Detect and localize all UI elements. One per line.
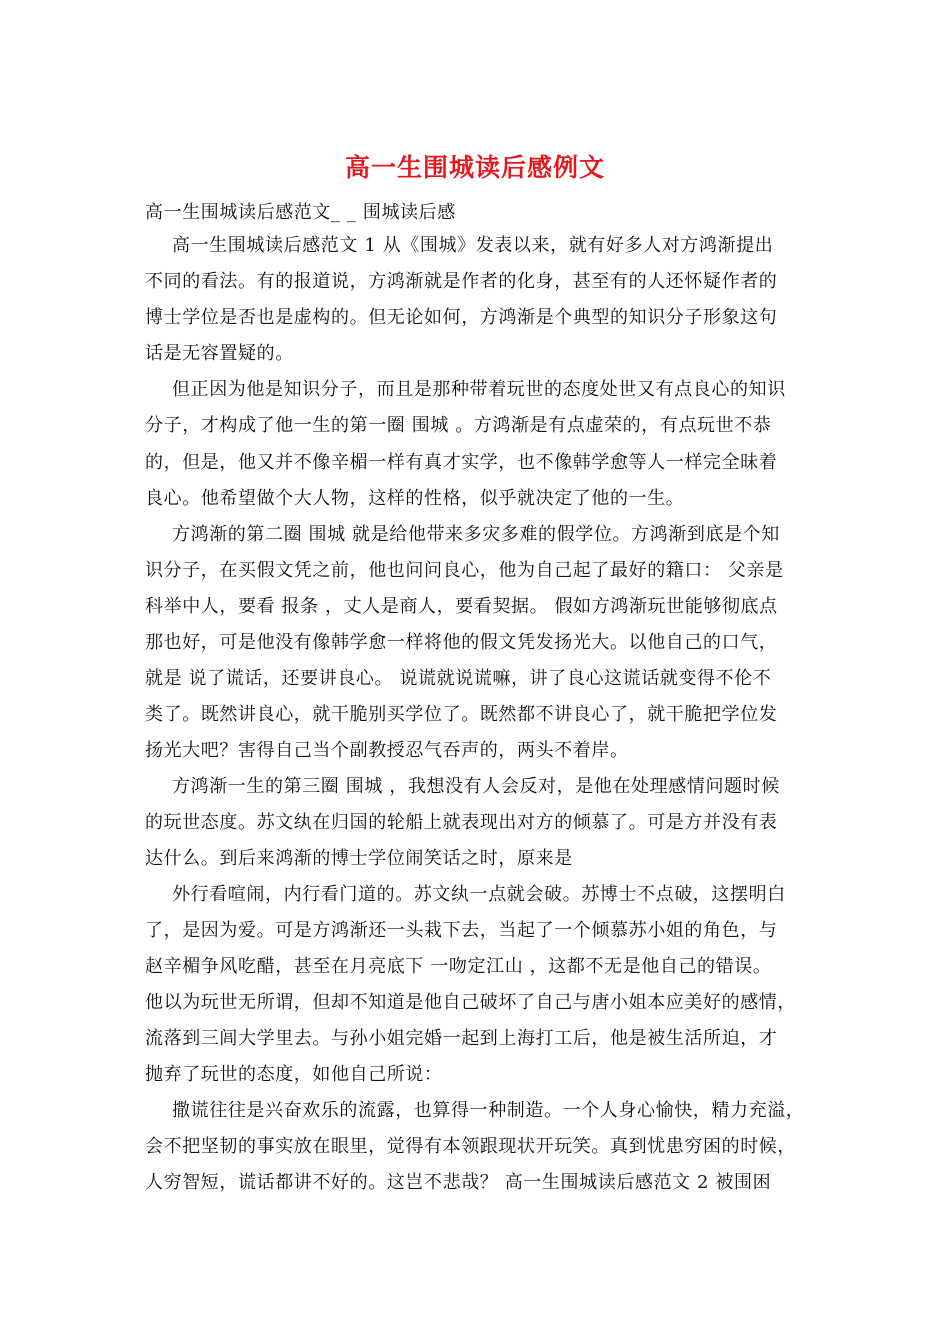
body-line: 扬光大吧？害得自己当个副教授忍气吞声的，两头不着岸。 (145, 740, 629, 761)
body-line: 话是无容置疑的。 (145, 343, 294, 364)
body-line: 识分子，在买假文凭之前，他也问问良心，他为自己起了最好的籍口： 父亲是 (145, 560, 784, 581)
body-line: 会不把坚韧的事实放在眼里，觉得有本领跟现状开玩笑。真到忧患穷困的时候， (145, 1136, 796, 1157)
body-line: 良心。他希望做个大人物，这样的性格，似乎就决定了他的一生。 (145, 488, 685, 509)
body-line: 的，但是，他又并不像辛楣一样有真才实学，也不像韩学愈等人一样完全昧着 (145, 452, 778, 473)
body-line: 了，是因为爱。可是方鸿渐还一头栽下去，当起了一个倾慕苏小姐的角色，与 (145, 920, 778, 941)
body-line: 科举中人，要看 报条 ，丈人是商人，要看契据。 假如方鸿渐玩世能够彻底点 (145, 596, 778, 617)
body-line: 达什么。到后来鸿渐的博士学位闹笑话之时，原来是 (145, 848, 573, 869)
body-line: 高一生围城读后感范文 1 从《围城》发表以来，就有好多人对方鸿渐提出 (172, 235, 774, 256)
body-line: 抛弃了玩世的态度，如他自己所说： (145, 1064, 443, 1085)
body-line: 类了。既然讲良心，就干脆别买学位了。既然都不讲良心了，就干脆把学位发 (145, 704, 778, 725)
body-line: 外行看喧闹，内行看门道的。苏文纨一点就会破。苏博士不点破，这摆明白 (172, 884, 786, 905)
body-line: 博士学位是否也是虚构的。但无论如何，方鸿渐是个典型的知识分子形象这句 (145, 307, 778, 328)
document-subtitle: 高一生围城读后感范文_ _ 围城读后感 (145, 202, 456, 223)
body-line: 人穷智短，谎话都讲不好的。这岂不悲哉？ 高一生围城读后感范文 2 被围困 (145, 1172, 772, 1193)
body-line: 的玩世态度。苏文纨在归国的轮船上就表现出对方的倾慕了。可是方并没有表 (145, 812, 778, 833)
body-line: 就是 说了谎话，还要讲良心。 说谎就说谎嘛，讲了良心这谎话就变得不伦不 (145, 668, 772, 689)
body-line: 他以为玩世无所谓，但却不知道是他自己破坏了自己与唐小姐本应美好的感情， (145, 992, 796, 1013)
body-line: 赵辛楣争风吃醋，甚至在月亮底下 一吻定江山 ，这都不无是他自己的错误。 (145, 956, 772, 977)
body-line: 撒谎往往是兴奋欢乐的流露，也算得一种制造。一个人身心愉快，精力充溢， (172, 1100, 805, 1121)
body-line: 分子，才构成了他一生的第一圈 围城 。方鸿渐是有点虚荣的，有点玩世不恭 (145, 415, 772, 436)
body-line: 但正因为他是知识分子，而且是那种带着玩世的态度处世又有点良心的知识 (172, 379, 786, 400)
document-title: 高一生围城读后感例文 (344, 153, 605, 182)
body-line: 方鸿渐的第二圈 围城 就是给他带来多灾多难的假学位。方鸿渐到底是个知 (172, 524, 780, 545)
body-line: 方鸿渐一生的第三圈 围城 ，我想没有人会反对，是他在处理感情问题时候 (172, 776, 780, 797)
body-line: 流落到三闾大学里去。与孙小姐完婚一起到上海打工后，他是被生活所迫，才 (145, 1028, 778, 1049)
body-line: 那也好，可是他没有像韩学愈一样将他的假文凭发扬光大。以他自己的口气， (145, 632, 778, 653)
body-line: 不同的看法。有的报道说，方鸿渐就是作者的化身，甚至有的人还怀疑作者的 (145, 271, 778, 292)
